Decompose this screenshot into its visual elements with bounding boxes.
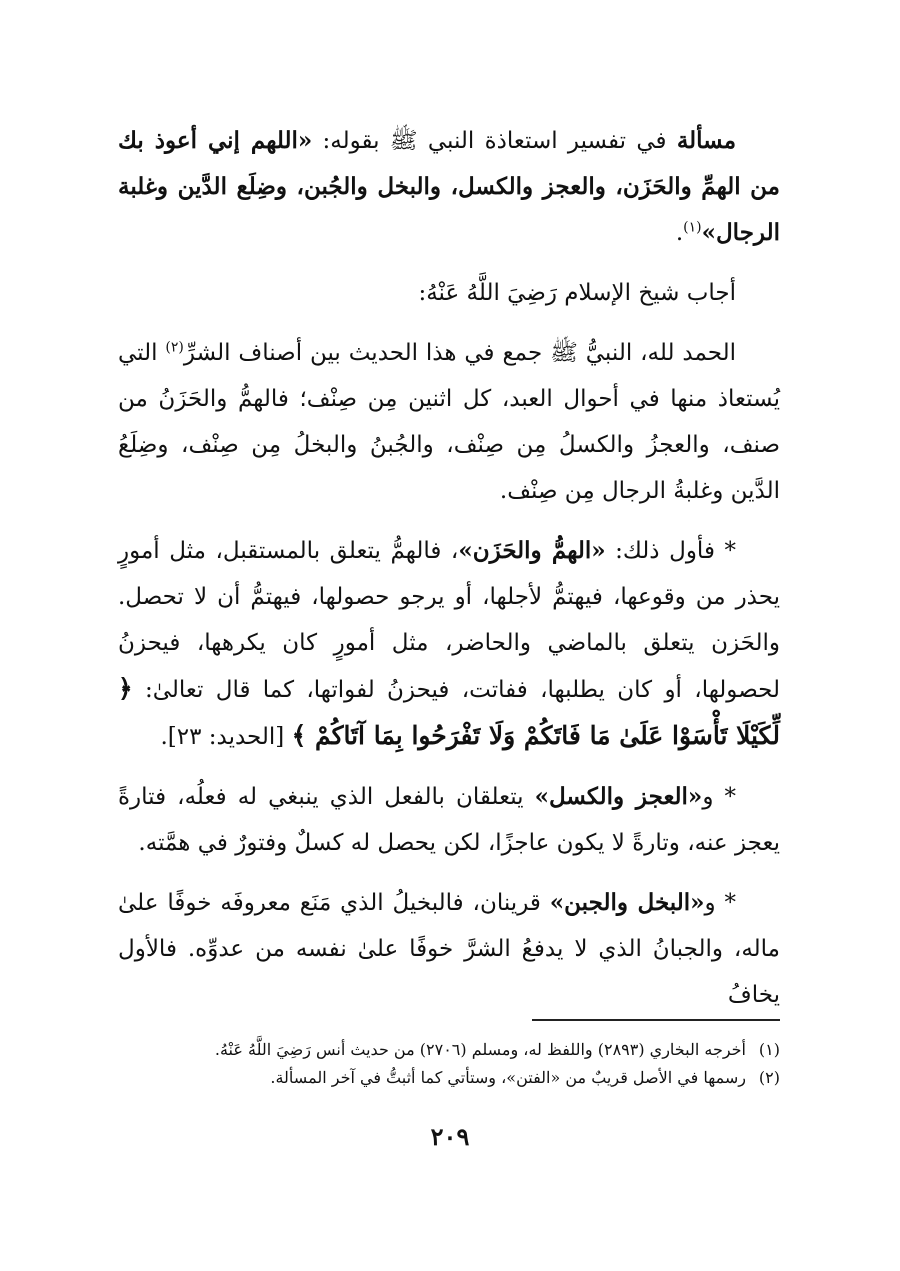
- paragraph-incapacity-text: يتعلقان بالفعل الذي ينبغي له فعلُه، فتارةً يعجز عنه، وتارةً لا يكون عاجزًا، لكن يحصل له كسلٌ وفتورٌ في همَّته.: [118, 784, 780, 856]
- paragraph-miserliness-lead: * و: [704, 890, 736, 916]
- footnote-number: (١): [758, 1040, 780, 1059]
- footnote-2: [118, 1064, 780, 1092]
- footnotes: [118, 1036, 780, 1092]
- footnote-divider: [532, 1019, 780, 1021]
- paragraph-praise: [118, 330, 780, 514]
- question-paragraph: [118, 118, 780, 256]
- term-miserliness-cowardice: «البخل والجبن»: [549, 889, 705, 916]
- paragraph-incapacity-lead: * و: [702, 784, 736, 810]
- footnote-number: (٢): [758, 1068, 780, 1087]
- answer-intro: [118, 270, 780, 316]
- paragraph-praise-text-1: الحمد لله، النبيُّ ﷺ جمع في هذا الحديث بين أصناف الشرِّ: [183, 340, 736, 366]
- hadith-quote: «اللهم إني أعوذ بك من الهمِّ والحَزَن، والعجز والكسل، والبخل والجُبن، وضِلَع الدَّين وغلبة الرجال»: [118, 127, 780, 246]
- question-label: مسألة: [676, 127, 737, 154]
- paragraph-incapacity-laziness: [118, 774, 780, 866]
- verse-citation: [الحديد: ٢٣].: [160, 724, 292, 750]
- paragraph-praise-text-2: التي يُستعاذ منها في أحوال العبد، كل اثنين مِن صِنْف؛ فالهمُّ والحَزَنُ من صنف، والعجزُ والكسلُ مِن صِنْف، والجُبنُ والبخلُ مِن صِنْف، وضِلَعُ الدَّين وغلبةُ الرجال مِن صِنْف.: [118, 340, 780, 504]
- question-end: .: [675, 220, 684, 246]
- term-worry-grief: «الهمُّ والحَزَن»: [458, 537, 606, 564]
- footnote-ref-2[interactable]: (٢): [165, 339, 184, 356]
- page-number: ٢٠٩: [430, 1122, 470, 1151]
- paragraph-worry-lead: * فأول ذلك:: [605, 538, 736, 564]
- paragraph-miserliness-cowardice: [118, 880, 780, 1018]
- term-incapacity-laziness: «العجز والكسل»: [534, 783, 703, 810]
- paragraph-worry-text: ، فالهمُّ يتعلق بالمستقبل، مثل أمورٍ يحذر من وقوعها، فيهتمُّ لأجلها، أو يرجو حصولها، فيهتمُّ أن لا تحصل. والحَزن يتعلق بالماضي والحاضر، مثل أمورٍ كان يكرهها، فيحزنُ لحصولها، أو كان يطلبها، ففاتت، فيحزنُ لفواتها، كما قال تعالىٰ:: [118, 538, 780, 703]
- footnote-1: [118, 1036, 780, 1064]
- footnote-text: أخرجه البخاري (٢٨٩٣) واللفظ له، ومسلم (٢٧٠٦) من حديث أنس رَضِيَ اللَّهُ عَنْهُ.: [214, 1040, 746, 1059]
- footnote-ref-1[interactable]: (١): [683, 219, 702, 236]
- question-text: في تفسير استعاذة النبي ﷺ بقوله:: [312, 128, 677, 154]
- answer-intro-text: أجاب شيخ الإسلام رَضِيَ اللَّهُ عَنْهُ:: [418, 280, 736, 306]
- paragraph-worry-grief: [118, 528, 780, 760]
- quran-verse: ﴿ لِّكَيْلَا تَأْسَوْا عَلَىٰ مَا فَاتَكُمْ وَلَا تَفْرَحُوا بِمَا آتَاكُمْ ﴾: [118, 674, 780, 750]
- footnote-text: رسمها في الأصل قريبٌ من «الفتن»، وستأتي كما أثبتُّ في آخر المسألة.: [270, 1068, 746, 1087]
- paragraph-miserliness-text: قرينان، فالبخيلُ الذي مَنَع معروفَه خوفًا علىٰ ماله، والجبانُ الذي لا يدفعُ الشرَّ خوفًا علىٰ نفسه من عدوِّه. فالأول يخافُ: [118, 890, 780, 1008]
